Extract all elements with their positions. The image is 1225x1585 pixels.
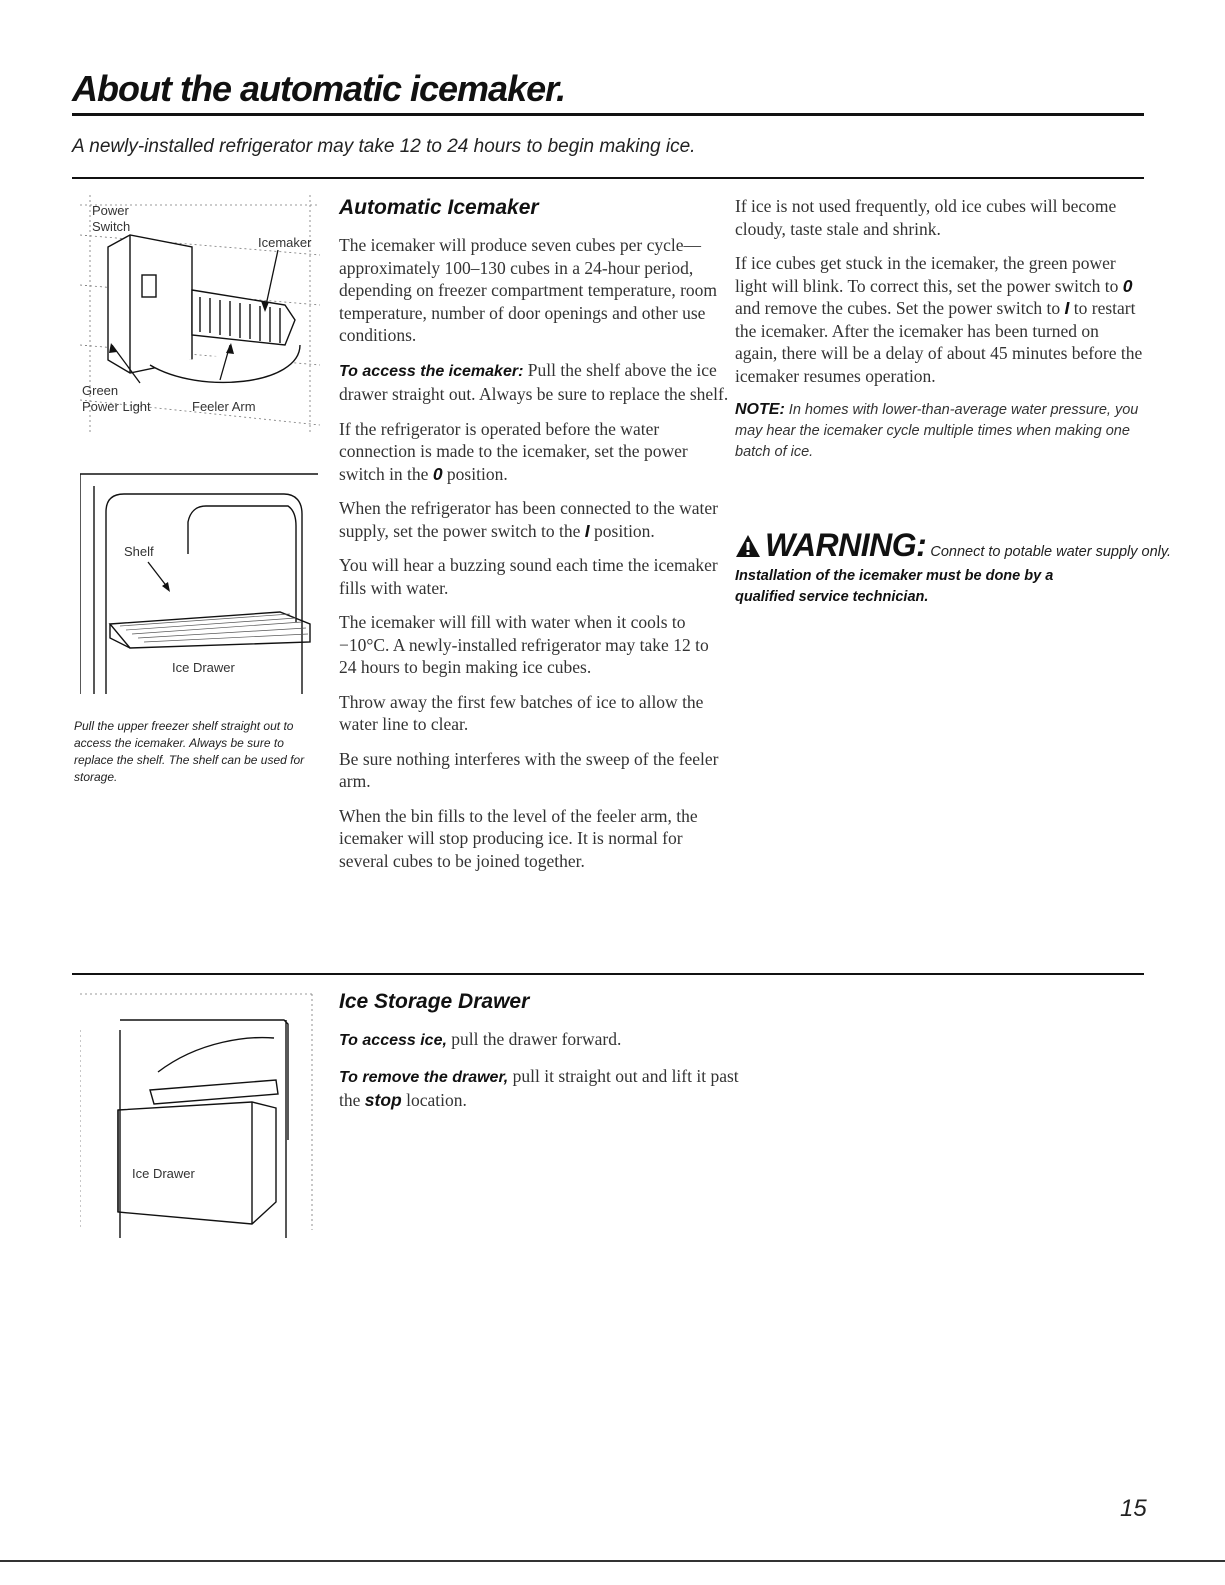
paragraph: If the refrigerator is operated before the water connection is made to the icemaker, set the power switch in the 0 position. xyxy=(339,418,688,484)
warning-icon xyxy=(735,534,761,558)
label-power-light: Power Light xyxy=(82,399,151,414)
run-in-heading: To access the icemaker: xyxy=(339,362,524,380)
paragraph: If ice cubes get stuck in the icemaker, the green power light will blink. To correct this, set the power switch to 0 and remove the cubes. Set the power switch to I to restart the icemaker. After the icemaker has been turned on again, there will be a delay of about 45 minutes before the icemaker resumes operation. xyxy=(735,253,1143,386)
paragraph: Throw away the first few batches of ice to allow the water line to clear. xyxy=(339,691,704,734)
drawer-figure xyxy=(80,990,320,1240)
page-title: About the automatic icemaker. xyxy=(72,68,566,109)
warning-block: WARNING: Connect to potable water supply only. Installation of the icemaker must be done by a qualified service technician. xyxy=(735,527,1155,608)
shelf-figure xyxy=(80,462,320,697)
label-ice-drawer: Ice Drawer xyxy=(132,1166,195,1181)
run-in-heading: To access ice, xyxy=(339,1032,447,1049)
paragraph: You will hear a buzzing sound each time the icemaker fills with water. xyxy=(339,555,718,598)
arrow-icon xyxy=(226,343,234,354)
label-power: Power xyxy=(92,203,129,218)
drawer-illustration xyxy=(80,990,320,1240)
section-divider xyxy=(72,973,1144,975)
label-feeler-arm: Feeler Arm xyxy=(192,399,256,414)
label-icemaker: Icemaker xyxy=(258,235,312,250)
right-column xyxy=(735,195,1145,463)
section-divider xyxy=(72,177,1144,179)
paragraph: When the refrigerator has been connected to the water supply, set the power switch to the I position. xyxy=(339,498,718,541)
note-label: NOTE: xyxy=(735,401,785,418)
warning-label: WARNING: xyxy=(765,527,927,563)
label-shelf: Shelf xyxy=(124,544,154,559)
section-heading-ice-storage-drawer: Ice Storage Drawer xyxy=(339,990,530,1013)
on-symbol: I xyxy=(1064,298,1070,318)
arrow-icon xyxy=(162,582,170,592)
run-in-heading: To remove the drawer, xyxy=(339,1068,509,1086)
stop-word: stop xyxy=(364,1090,402,1110)
label-ice-drawer: Ice Drawer xyxy=(172,660,235,675)
section-heading-automatic-icemaker: Automatic Icemaker xyxy=(339,196,539,219)
note: NOTE: In homes with lower-than-average water pressure, you may hear the icemaker cycle multiple times when making one batch of ice. xyxy=(735,401,1139,460)
paragraph: The icemaker will fill with water when it cools to −10°C. A newly-installed refrigerator may take 12 to 24 hours to begin making ice cubes. xyxy=(339,612,709,677)
label-switch: Switch xyxy=(92,219,131,234)
automatic-icemaker-section xyxy=(339,196,729,884)
off-symbol: 0 xyxy=(1122,275,1133,296)
page-number: 15 xyxy=(1120,1495,1147,1522)
paragraph: Be sure nothing interferes with the sweep of the feeler arm. xyxy=(339,748,719,791)
on-symbol: I xyxy=(584,520,590,541)
off-symbol: 0 xyxy=(432,463,443,484)
paragraph: To access ice, pull the drawer forward. xyxy=(339,1029,622,1049)
paragraph: If ice is not used frequently, old ice cubes will become cloudy, taste stale and shrink. xyxy=(735,196,1117,239)
label-green: Green xyxy=(82,383,119,398)
icemaker-figure xyxy=(80,195,320,435)
ice-storage-drawer-section xyxy=(339,990,739,1124)
page-subtitle: A newly-installed refrigerator may take 12 to 24 hours to begin making ice. xyxy=(72,136,696,157)
title-rule xyxy=(72,113,1144,116)
paragraph: To remove the drawer, pull it straight out and lift it past the stop location. xyxy=(339,1065,739,1110)
warning-text: Installation of the icemaker must be done by a qualified service technician. xyxy=(735,568,1054,605)
paragraph: When the bin fills to the level of the feeler arm, the icemaker will stop producing ice. It is normal for several cubes to be joined together. xyxy=(339,805,698,871)
page-bottom-rule xyxy=(0,1560,1225,1562)
shelf-caption: Pull the upper freezer shelf straight out to access the icemaker. Always be sure to replace the shelf. The shelf can be used for storage. xyxy=(74,719,305,784)
paragraph: The icemaker will produce seven cubes per cycle—approximately 100–130 cubes in a 24-hour period, depending on freezer compartment temperature, room temperature, number of door openings and other use conditions. xyxy=(339,235,718,345)
paragraph: To access the icemaker: Pull the shelf above the ice drawer straight out. Always be sure to replace the shelf. xyxy=(339,359,729,404)
